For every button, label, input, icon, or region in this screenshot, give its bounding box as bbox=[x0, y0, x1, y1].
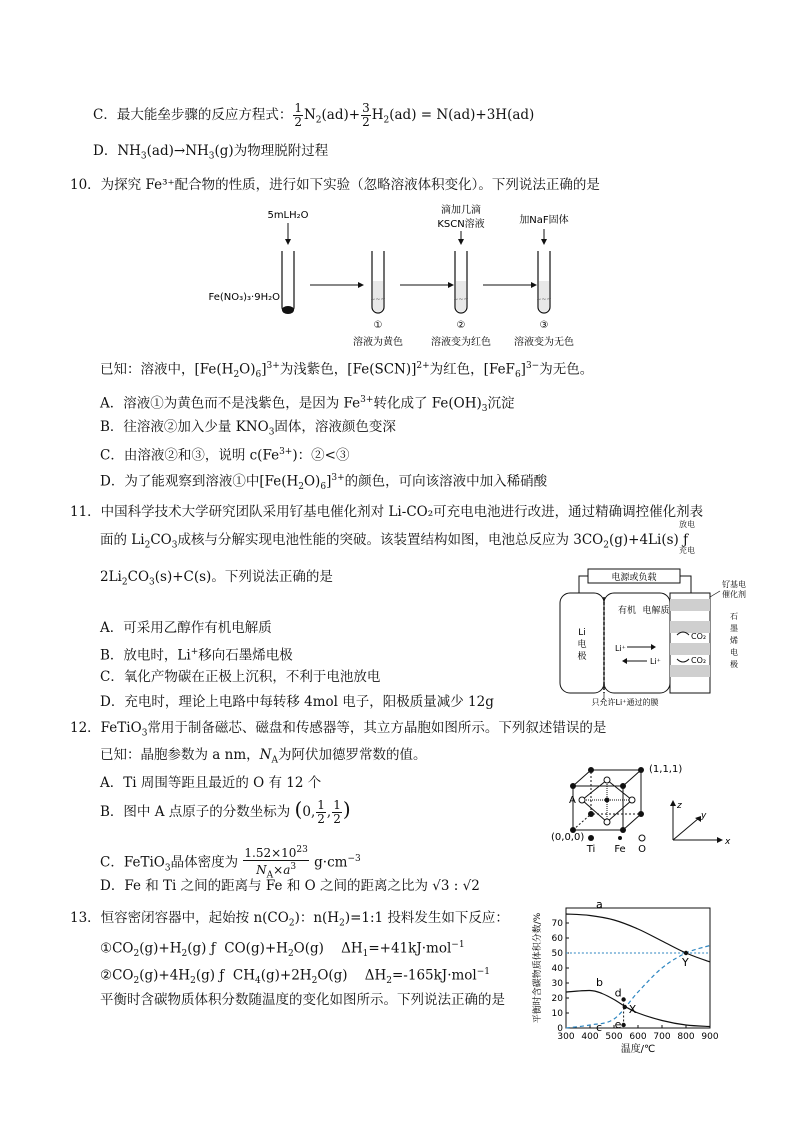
y-tick-label: 20 bbox=[551, 994, 563, 1004]
q10-option-c: C．由溶液②和③，说明 $c(Fe^{3+})$：②<③ bbox=[100, 447, 350, 464]
svg-text:石: 石 bbox=[730, 612, 738, 621]
q10-option-a: A．溶液①为黄色而不是浅紫色，是因为 $Fe^{3+}$转化成了 $Fe(OH)_3$沉淀 bbox=[100, 395, 515, 415]
chart-point-Y bbox=[684, 951, 688, 955]
q12-option-a: A．Ti 周围等距且最近的 O 有 12 个 bbox=[100, 775, 322, 791]
solid-label: Fe(NO₃)₃·9H₂O bbox=[208, 292, 280, 303]
q10-test-tube-figure bbox=[200, 203, 600, 353]
svg-text:催化剂: 催化剂 bbox=[722, 590, 746, 599]
q11-battery-figure bbox=[555, 565, 785, 707]
q9-option-c: C．最大能垒步骤的反应方程式： $\frac{1}{2}$ $N_2(ad)+$ $\frac{3}{2}$ $H_2(ad) = N(ad)+3H(ad)$ bbox=[93, 101, 535, 129]
q11-option-c: C．氧化产物碳在正极上沉积，不利于电池放电 bbox=[100, 669, 381, 685]
reagent-water-label: 5mLH₂O bbox=[267, 210, 309, 221]
chart-point-label-Y: Y bbox=[682, 956, 689, 969]
y-axis-label: 平衡时含碳物质体积分数/% bbox=[533, 912, 543, 1024]
y-tick-label: 70 bbox=[551, 919, 563, 929]
svg-text:CO₂: CO₂ bbox=[691, 632, 707, 641]
chart-point-label-e: e bbox=[614, 1018, 622, 1031]
y-tick-label: 0 bbox=[557, 1024, 563, 1034]
svg-text:(1,1,1): (1,1,1) bbox=[649, 764, 683, 775]
q9-option-d: D．$NH_3(ad)\to NH_3(g)$为物理脱附过程 bbox=[93, 143, 329, 162]
y-tick-label: 30 bbox=[551, 979, 563, 989]
x-tick-label: 500 bbox=[605, 1032, 623, 1042]
q12-known: 已知：晶胞参数为 a nm，$N_A$为阿伏加德罗常数的值。 bbox=[100, 747, 427, 766]
svg-text:只允许Li⁺通过的膜: 只允许Li⁺通过的膜 bbox=[591, 698, 659, 707]
svg-text:③: ③ bbox=[539, 320, 549, 331]
svg-text:①: ① bbox=[373, 320, 383, 331]
series-line-b bbox=[566, 990, 710, 1026]
svg-text:CO₂: CO₂ bbox=[691, 656, 707, 665]
y-tick-label: 40 bbox=[551, 964, 563, 974]
q13-stem-line4: 平衡时含碳物质体积分数随温度的变化如图所示。下列说法正确的是 bbox=[100, 992, 505, 1008]
svg-text:Fe: Fe bbox=[614, 844, 626, 855]
svg-text:~~~: ~~~ bbox=[536, 296, 552, 303]
q11-option-a: A．可采用乙醇作有机电解质 bbox=[100, 620, 272, 636]
svg-text:(0,0,0): (0,0,0) bbox=[551, 832, 585, 843]
svg-text:电: 电 bbox=[730, 648, 738, 657]
svg-text:加NaF固体: 加NaF固体 bbox=[519, 215, 569, 226]
svg-text:x: x bbox=[725, 837, 731, 847]
svg-text:溶液变为无色: 溶液变为无色 bbox=[514, 337, 574, 348]
chart-point-d bbox=[621, 997, 625, 1001]
q12-option-c: C．FeTiO$_3$晶体密度为 $\frac{1.52\times 10^{23}}{N_A\times a^3}$ $g\cdot cm^{-3}$ bbox=[100, 845, 361, 881]
chart-point-label-d: d bbox=[614, 986, 622, 1000]
q12-unit-cell-figure bbox=[545, 758, 745, 856]
q13-reaction2: $②CO_2(g)+4H_2(g)$ ƒ $CH_4(g)+2H_2O(g)$ $\Delta H_2=-165kJ\cdot mol^{-1}$ bbox=[100, 967, 491, 987]
q13-reaction1: $①CO_2(g)+H_2(g)$ ƒ $CO(g)+H_2O(g)$ $\Delta H_1=+41kJ\cdot mol^{-1}$ bbox=[100, 940, 465, 960]
svg-text:钌基电: 钌基电 bbox=[722, 580, 746, 589]
svg-text:O: O bbox=[638, 844, 646, 855]
svg-text:电: 电 bbox=[577, 640, 587, 650]
svg-text:溶液变为红色: 溶液变为红色 bbox=[431, 337, 491, 348]
x-axis-label: 温度/℃ bbox=[620, 1044, 656, 1055]
svg-text:y: y bbox=[701, 811, 707, 821]
chart-point-X bbox=[623, 1005, 627, 1009]
q12-stem: 12．FeTiO$_3$常用于制备磁芯、磁盘和传感器等，其立方晶胞如图所示。下列叙述错误的是 bbox=[70, 720, 607, 739]
svg-text:②: ② bbox=[456, 320, 466, 331]
svg-text:Ti: Ti bbox=[586, 844, 596, 855]
x-tick-label: 700 bbox=[653, 1032, 671, 1042]
svg-text:Li: Li bbox=[578, 628, 586, 638]
svg-text:KSCN溶液: KSCN溶液 bbox=[437, 219, 485, 230]
q11-option-d: D．充电时，理论上电路中每转移 4mol 电子，阳极质量减少 12g bbox=[100, 694, 494, 710]
svg-text:墨: 墨 bbox=[730, 624, 738, 633]
svg-text:~~~: ~~~ bbox=[370, 296, 386, 303]
q10-known: 已知：溶液中，$[Fe(H_2O)_6]^{3+}$为浅紫色，$[Fe(SCN)]^{2+}$为红色，$[FeF_6]^{3-}$为无色。 bbox=[100, 361, 594, 381]
series-label-b: b bbox=[596, 976, 603, 989]
q10-stem: 10．为探究 Fe³⁺配合物的性质，进行如下实验（忽略溶液体积变化）。下列说法正确的是 bbox=[70, 177, 600, 193]
q12-option-d: D．Fe 和 Ti 之间的距离与 Fe 和 O 之间的距离之比为 √3 : √2 bbox=[100, 878, 480, 894]
series-label-c: c bbox=[596, 1021, 603, 1034]
chart-point-e bbox=[621, 1023, 625, 1027]
svg-text:A: A bbox=[569, 795, 576, 806]
svg-text:电解质: 电解质 bbox=[642, 606, 670, 616]
series-label-a: a bbox=[596, 900, 603, 911]
svg-text:z: z bbox=[677, 801, 682, 811]
svg-text:极: 极 bbox=[730, 660, 738, 669]
x-tick-label: 400 bbox=[581, 1032, 599, 1042]
solid-sample-icon bbox=[282, 306, 294, 314]
chart-point-label-X: X bbox=[628, 1003, 637, 1016]
q13-stem: 13．恒容密闭容器中，起始按 $n(CO_2)$：$n(H_2)=1:1$ 投料发生如下反应： bbox=[70, 910, 509, 929]
svg-text:溶液为黄色: 溶液为黄色 bbox=[353, 337, 403, 348]
q13-temperature-chart bbox=[520, 900, 794, 1060]
svg-text:电源或负载: 电源或负载 bbox=[611, 573, 657, 583]
q11-arrow-top: 放电 bbox=[679, 520, 695, 529]
fe-center-atom bbox=[605, 798, 610, 803]
q11-stem-line1: 11．中国科学技术大学研究团队采用钌基电催化剂对 Li-CO₂可充电电池进行改进，通过精确调控催化剂表 bbox=[70, 504, 704, 520]
svg-text:滴加几滴: 滴加几滴 bbox=[441, 205, 481, 216]
point-a-atom bbox=[579, 797, 585, 803]
x-tick-label: 900 bbox=[701, 1032, 719, 1042]
y-tick-label: 10 bbox=[551, 1009, 563, 1019]
x-tick-label: 300 bbox=[557, 1032, 575, 1042]
q11-arrow-bottom: 充电 bbox=[679, 546, 695, 555]
q11-option-b: B．放电时，Li+移向石墨烯电极 bbox=[100, 647, 293, 664]
y-tick-label: 60 bbox=[551, 934, 563, 944]
series-line-a bbox=[566, 914, 710, 962]
svg-text:Li⁺: Li⁺ bbox=[615, 644, 626, 653]
svg-text:~~~: ~~~ bbox=[453, 296, 469, 303]
svg-text:Li⁺: Li⁺ bbox=[650, 657, 661, 666]
q11-stem-line3: $2Li_2CO_3(s)+C(s)$。下列说法正确的是 bbox=[100, 569, 333, 588]
svg-text:极: 极 bbox=[577, 652, 587, 662]
x-tick-label: 800 bbox=[677, 1032, 695, 1042]
x-tick-label: 600 bbox=[629, 1032, 647, 1042]
y-tick-label: 50 bbox=[551, 949, 563, 959]
q10-option-b: B．往溶液②加入少量 $KNO_3$固体，溶液颜色变深 bbox=[100, 419, 396, 438]
svg-text:有机: 有机 bbox=[617, 606, 637, 616]
q12-option-b: B．图中 A 点原子的分数坐标为 (0, $\frac{1}{2}$ , $\frac{1}{2}$ ) bbox=[100, 797, 351, 826]
q10-option-d: D．为了能观察到溶液①中$[Fe(H_2O)_6]^{3+}$的颜色，可向该溶液中加入稀硝酸 bbox=[100, 473, 548, 493]
q11-stem-line2: 面的 $Li_2CO_3$成核与分解实现电池性能的突破。该装置结构如图，电池总反应为 $3CO_2(g)+4Li(s)$ ƒ bbox=[100, 532, 689, 551]
svg-text:烯: 烯 bbox=[730, 636, 738, 645]
